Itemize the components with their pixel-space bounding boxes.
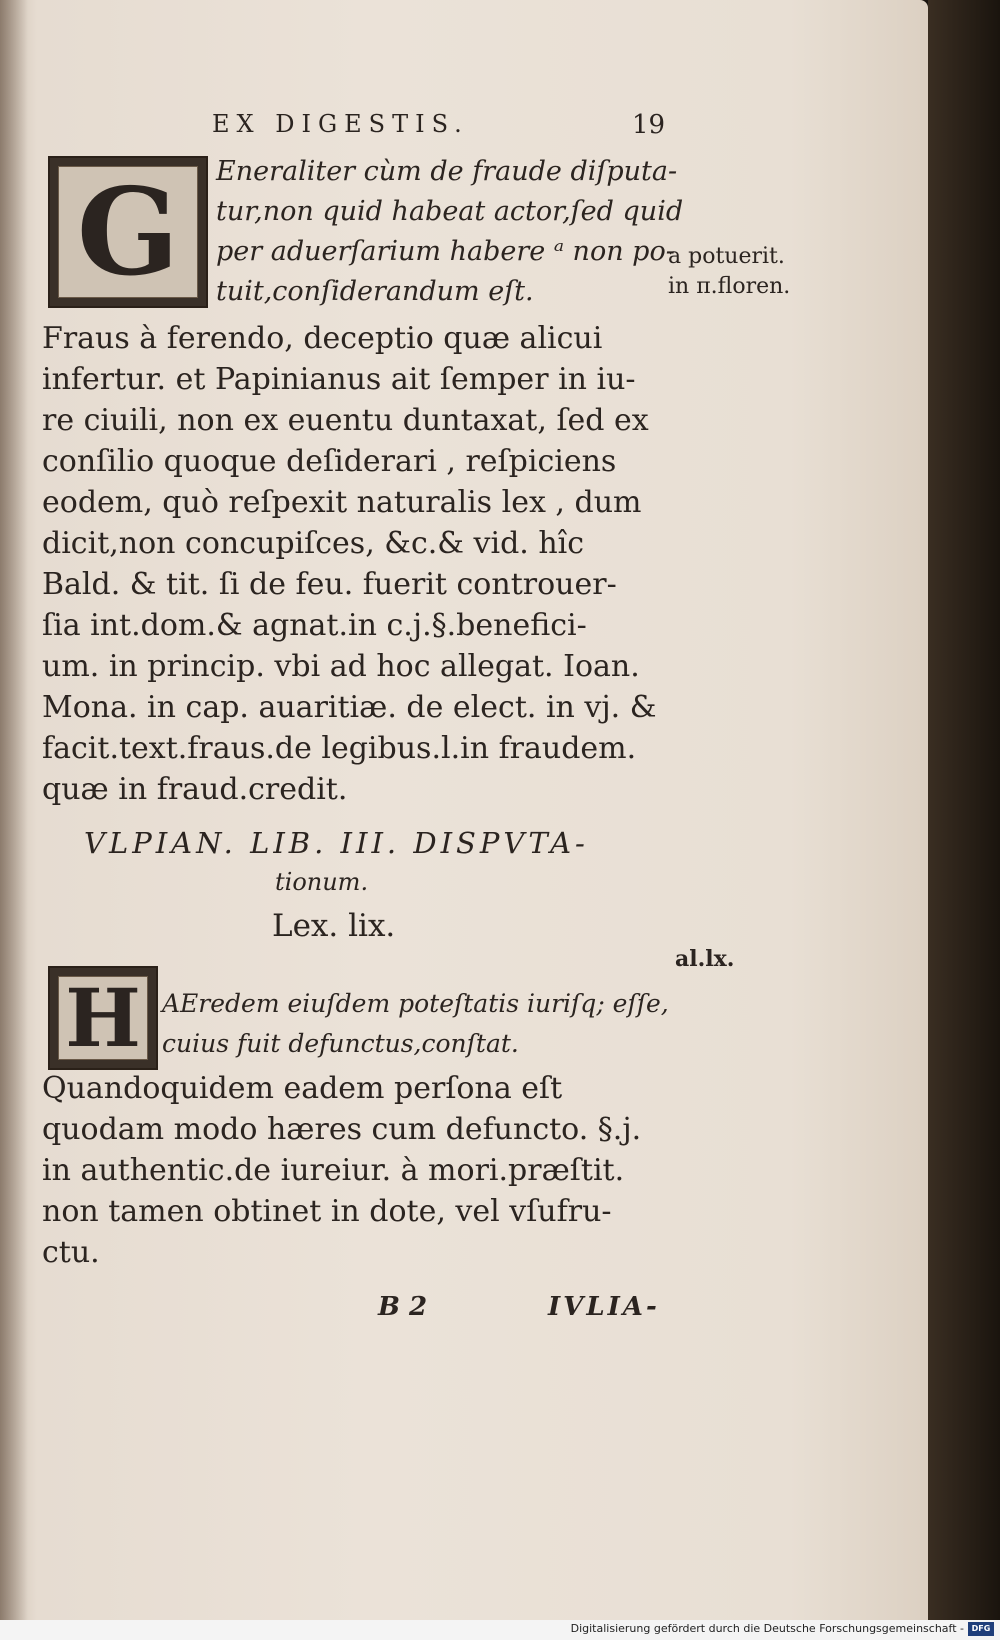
initial-letter-g: G: [58, 166, 198, 298]
signature-mark: B 2: [378, 1292, 428, 1322]
commentary-line: Bald. & tit. ſi de feu. fuerit controuer-: [42, 567, 617, 602]
commentary-line: non tamen obtinet in dote, vel vſufru-: [42, 1194, 612, 1229]
commentary-line: um. in princip. vbi ad hoc allegat. Ioan.: [42, 649, 640, 684]
commentary-1: [42, 318, 672, 810]
decorated-initial-g: [48, 156, 208, 308]
lemma-2-line: cuius fuit defunctus,conſtat.: [162, 1029, 519, 1058]
catchword: IVLIA-: [548, 1292, 660, 1322]
lemma-1-line: Eneraliter cùm de fraude diſputa-: [216, 156, 678, 187]
commentary-line: Quandoquidem eadem perſona eſt: [42, 1071, 563, 1106]
marginal-note-1-line: in π.floren.: [668, 274, 791, 299]
lemma-1-line: per aduerſarium habere ᵃ non po-: [216, 236, 675, 267]
lex-number: Lex. lix.: [272, 908, 396, 944]
commentary-line: dicit,non concupiſces, &c.& vid. hîc: [42, 526, 585, 561]
commentary-line: facit.text.fraus.de legibus.l.in fraudem.: [42, 731, 637, 766]
commentary-line: Fraus à ferendo, deceptio quæ alicui: [42, 321, 603, 356]
book-edge: [928, 0, 1000, 1620]
decorated-initial-h: [48, 966, 158, 1070]
funding-note: Digitalisierung gefördert durch die Deutsche Forschungsgemeinschaft -: [570, 1622, 964, 1635]
section-heading-continued: tionum.: [275, 868, 369, 896]
lemma-1: [216, 152, 684, 312]
commentary-line: ctu.: [42, 1235, 100, 1270]
page-number: 19: [632, 110, 666, 140]
commentary-line: conſilio quoque deſiderari , reſpiciens: [42, 444, 617, 479]
section-heading: VLPIAN. LIB. III. DISPVTA-: [84, 826, 589, 860]
spine-shadow: [0, 0, 28, 1620]
lemma-1-line: tur,non quid habeat actor,ſed quid: [216, 196, 684, 227]
marginal-note-2: al.lx.: [675, 946, 735, 972]
initial-letter-h: H: [58, 976, 148, 1060]
lemma-2-line: AEredem eiuſdem poteſtatis iuriſq; eſſe,: [162, 989, 669, 1018]
dfg-logo-badge: DFG: [968, 1622, 994, 1636]
commentary-line: in authentic.de iureiur. à mori.præſtit.: [42, 1153, 625, 1188]
commentary-2: [42, 1068, 672, 1273]
marginal-note-1-line: a potuerit.: [668, 244, 785, 269]
commentary-line: re ciuili, non ex euentu duntaxat, ſed ex: [42, 403, 649, 438]
commentary-line: eodem, quò reſpexit naturalis lex , dum: [42, 485, 642, 520]
marginal-note-1: [668, 242, 790, 302]
commentary-line: quæ in fraud.credit.: [42, 772, 348, 807]
running-head: EX DIGESTIS.: [212, 110, 469, 138]
commentary-line: quodam modo hæres cum defuncto. §.j.: [42, 1112, 642, 1147]
commentary-line: ſia int.dom.& agnat.in c.j.§.benefici-: [42, 608, 587, 643]
commentary-line: Mona. in cap. auaritiæ. de elect. in vj. &: [42, 690, 657, 725]
lemma-1-line: tuit,conſiderandum eſt.: [216, 276, 534, 307]
commentary-line: infertur. et Papinianus ait ſemper in iu-: [42, 362, 636, 397]
lemma-2: [162, 984, 682, 1064]
